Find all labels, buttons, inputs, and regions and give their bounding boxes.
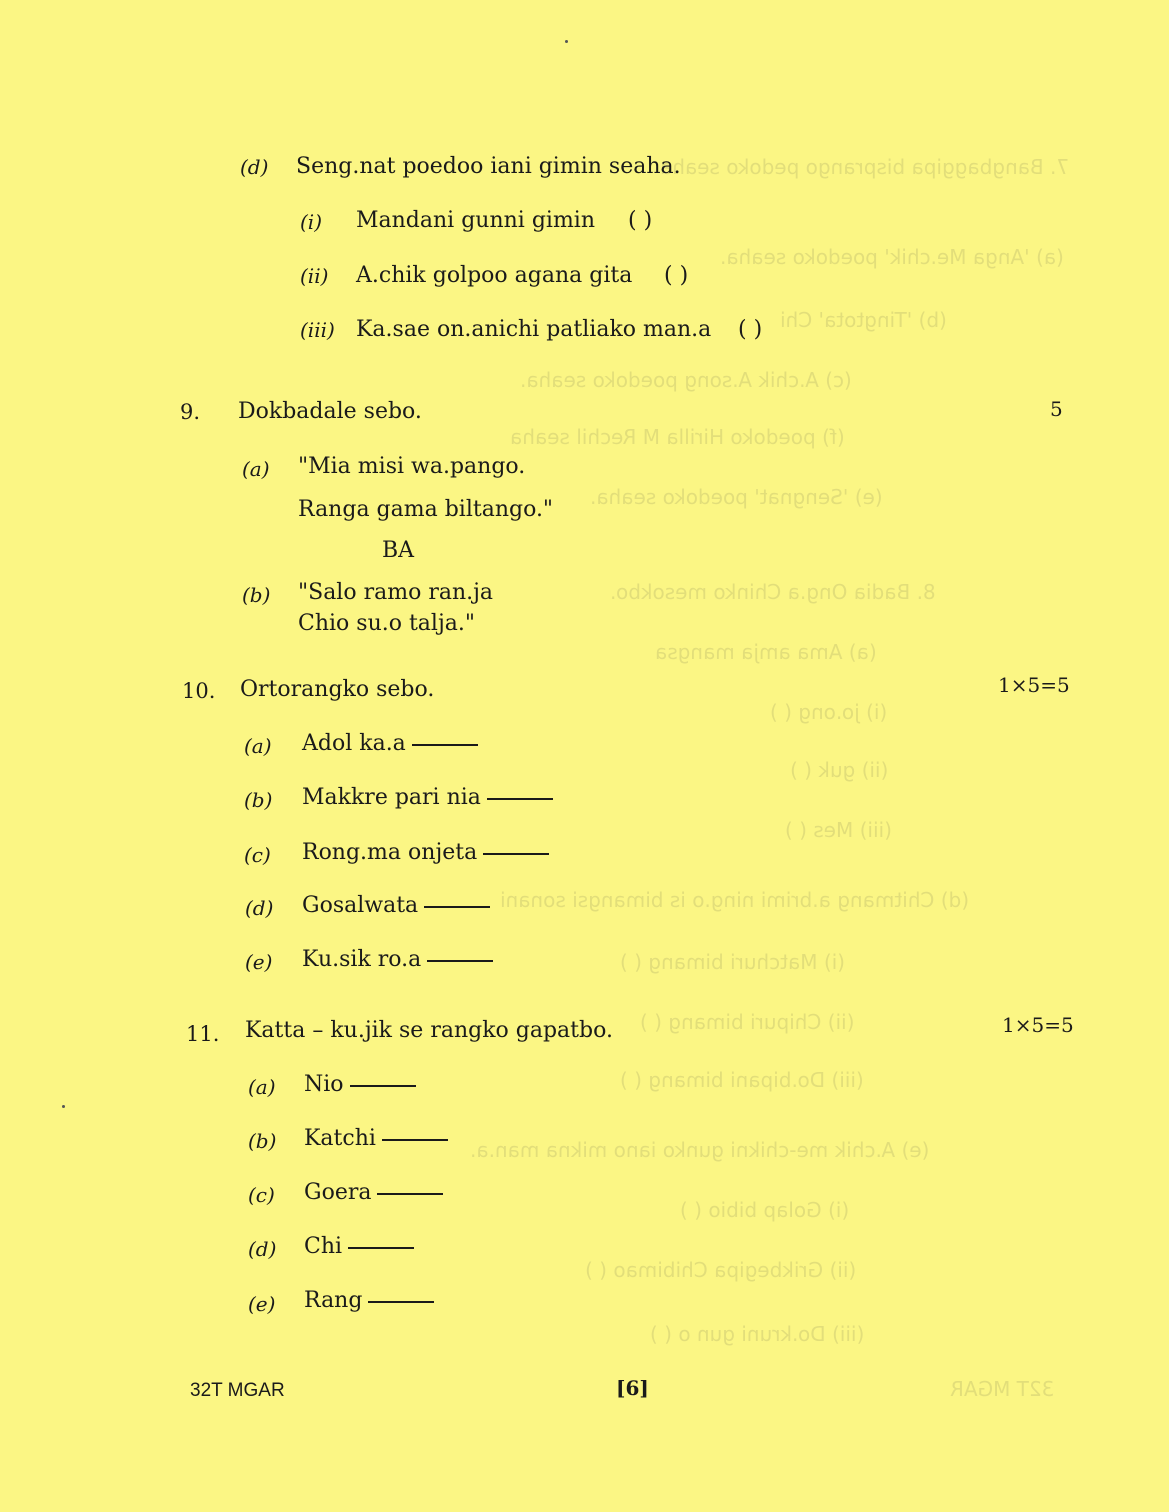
bleed-through-text: 7. Bangbaggipa bisprango pedoko seaha [660, 155, 1070, 179]
bleed-through-text: (a) Ama amja mangsa [655, 640, 877, 664]
marks: 1×5=5 [998, 673, 1070, 697]
bleed-through-text: (i) Golap bibio ( ) [680, 1198, 850, 1222]
speck [565, 40, 568, 43]
option-text: Mandani gunni gimin [356, 208, 596, 233]
item-label: (a) [244, 734, 272, 758]
item-text: Rang [304, 1288, 434, 1313]
answer-blank[interactable] [483, 853, 549, 855]
bleed-through-text: (iii) Do.kruni gun o ( ) [650, 1322, 865, 1346]
bleed-through-text: (c) A.chik A.song poedoko seaha. [520, 368, 852, 392]
item-text: Katchi [304, 1126, 448, 1151]
bleed-through-text: (ii) guk ( ) [790, 758, 889, 782]
answer-blank[interactable] [382, 1139, 448, 1141]
bleed-through-text: 32T MGAR [950, 1377, 1055, 1401]
item-text: Nio [304, 1072, 416, 1097]
answer-blank[interactable] [368, 1301, 434, 1303]
answer-box: ( ) [628, 208, 653, 233]
bleed-through-text: 8. Badia Ong.a Chinko mesokbo. [610, 580, 936, 604]
item-label: (d) [248, 1237, 277, 1261]
item-label: (b) [244, 788, 273, 812]
question-title: Dokbadale sebo. [238, 399, 422, 424]
question-title: Katta – ku.jik se rangko gapatbo. [245, 1018, 613, 1043]
example-answer: BA [382, 538, 415, 563]
option-label: (ii) [300, 264, 329, 288]
answer-blank[interactable] [487, 798, 553, 800]
bleed-through-text: (a) 'Anga Me.chik' poedoko seaha. [720, 245, 1064, 269]
bleed-through-text: (f) poedoko Hirilla M Rechil seaha [510, 425, 845, 449]
item-label: (a) [242, 457, 270, 481]
bleed-through-text: (e) 'Sengnat' poedoko seaha. [590, 485, 883, 509]
question-number: 9. [180, 400, 201, 424]
bleed-through-text: (e) A.chik me-chikni gunko iano mikna man.a. [470, 1138, 930, 1162]
option-text: A.chik golpoo agana gita [356, 263, 633, 288]
item-text: Goera [304, 1180, 443, 1205]
option-label: (iii) [300, 318, 335, 342]
item-label: (e) [245, 950, 273, 974]
answer-blank[interactable] [424, 906, 490, 908]
verse-line: Chio su.o talja." [298, 611, 476, 636]
question-d-label: (d) [240, 155, 269, 179]
bleed-through-text: (i) jo.ong ( ) [770, 700, 888, 724]
answer-blank[interactable] [412, 744, 478, 746]
bleed-through-text: (i) Matchuri bimang ( ) [620, 950, 846, 974]
answer-blank[interactable] [427, 960, 493, 962]
question-d-text: Seng.nat poedoo iani gimin seaha. [296, 154, 681, 179]
page-number: [6] [616, 1376, 649, 1400]
bleed-through-text: (iii) Mes ( ) [785, 818, 892, 842]
paper-code: 32T MGAR [190, 1380, 285, 1401]
question-title: Ortorangko sebo. [240, 677, 435, 702]
item-text: Gosalwata [302, 893, 490, 918]
speck [62, 1105, 65, 1108]
bleed-through-text: (d) Chitmang a.brimi ning.o is bimangsi sonani [500, 888, 970, 912]
item-label: (c) [248, 1183, 275, 1207]
bleed-through-text: (b) 'Tingtota' Chi [780, 308, 947, 332]
item-text: Ku.sik ro.a [302, 947, 493, 972]
answer-blank[interactable] [350, 1085, 416, 1087]
item-text: Chi [304, 1234, 414, 1259]
marks: 5 [1050, 397, 1063, 421]
item-text: Rong.ma onjeta [302, 840, 549, 865]
item-label: (d) [245, 896, 274, 920]
item-label: (b) [248, 1129, 277, 1153]
item-label: (c) [244, 843, 271, 867]
answer-blank[interactable] [377, 1193, 443, 1195]
bleed-through-text: (iii) Do.bipani bimang ( ) [620, 1068, 864, 1092]
bleed-through-text: (ii) Chipuri bimang ( ) [640, 1010, 855, 1034]
verse-line: Ranga gama biltango." [298, 497, 554, 522]
answer-blank[interactable] [348, 1247, 414, 1249]
item-label: (a) [248, 1075, 276, 1099]
marks: 1×5=5 [1002, 1013, 1074, 1037]
item-label: (b) [242, 583, 271, 607]
verse-line: "Mia misi wa.pango. [298, 454, 526, 479]
question-number: 10. [182, 679, 216, 703]
answer-box: ( ) [664, 263, 689, 288]
answer-box: ( ) [738, 317, 763, 342]
option-text: Ka.sae on.anichi patliako man.a [356, 317, 712, 342]
item-text: Makkre pari nia [302, 785, 553, 810]
question-number: 11. [186, 1022, 220, 1046]
item-label: (e) [248, 1292, 276, 1316]
bleed-through-text: (ii) Grikbegipa Chibimao ( ) [585, 1258, 857, 1282]
item-text: Adol ka.a [302, 731, 478, 756]
verse-line: "Salo ramo ran.ja [298, 580, 494, 605]
option-label: (i) [300, 210, 323, 234]
